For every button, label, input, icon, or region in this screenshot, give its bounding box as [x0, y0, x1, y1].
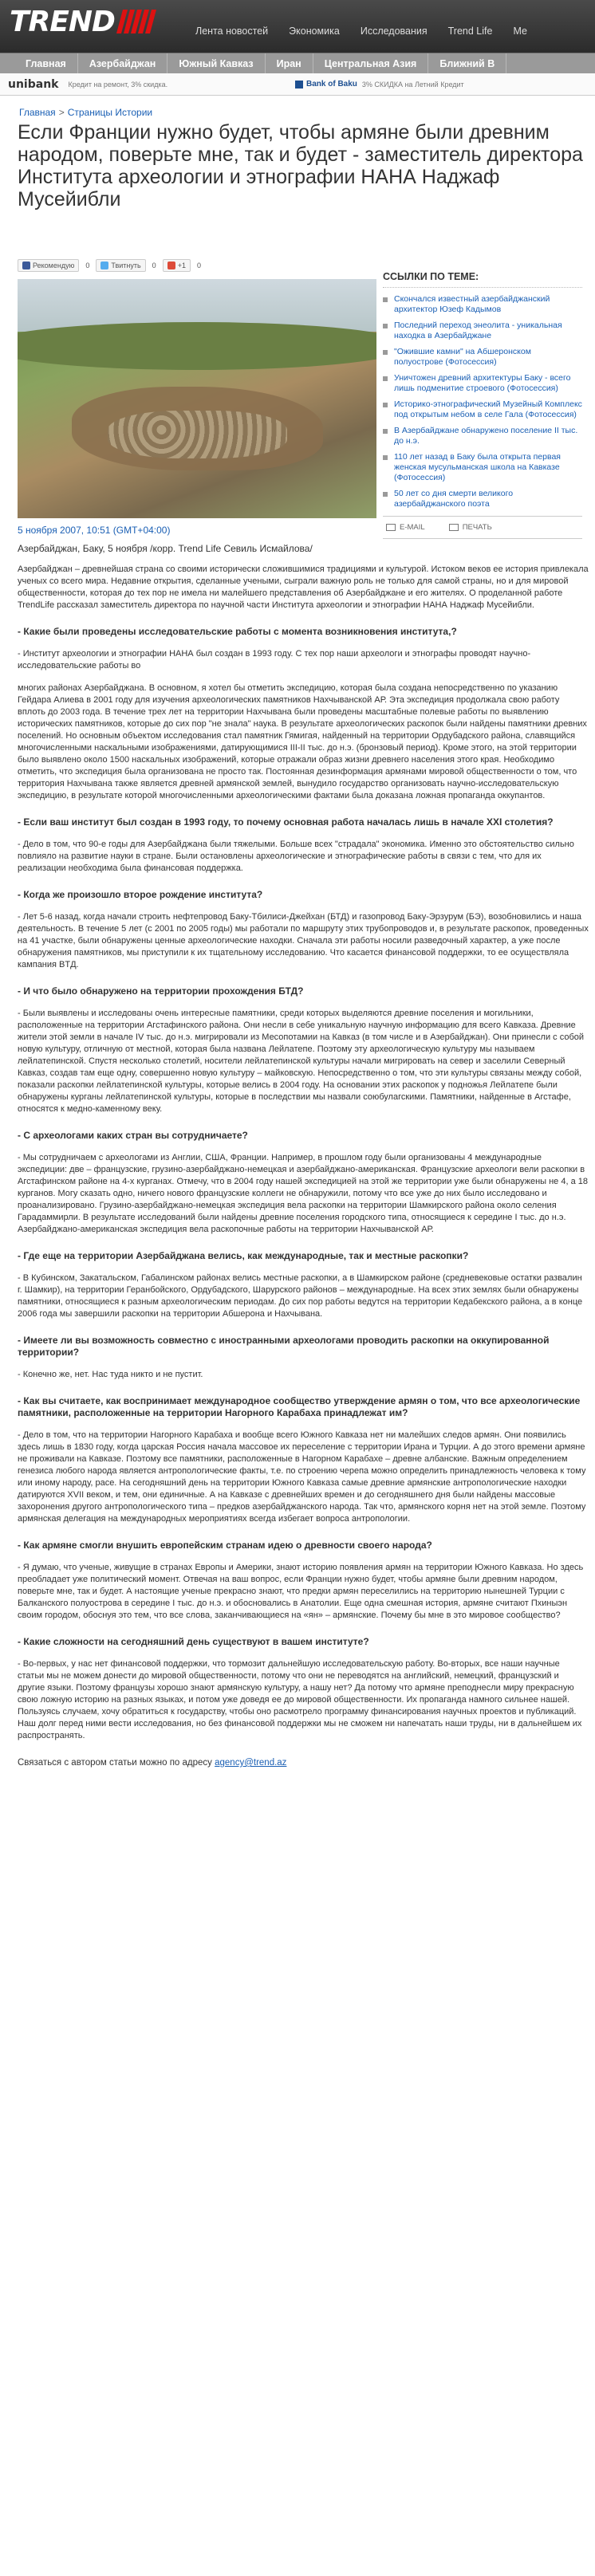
top-nav-economy[interactable]: Экономика: [289, 26, 340, 37]
interview-question: - Где еще на территории Азербайджана велись, как международные, так и местные раскопки?: [18, 1250, 469, 1261]
bullet-icon: [383, 429, 388, 434]
email-button[interactable]: [386, 523, 425, 532]
gplus-count: 0: [196, 262, 201, 269]
site-logo[interactable]: [10, 5, 153, 38]
related-link[interactable]: 50 лет со дня смерти великого азербайджанского поэта: [394, 489, 514, 509]
interview-question: - Когда же произошло второе рождение института?: [18, 889, 263, 900]
article-date: 5 ноября 2007, 10:51 (GMT+04:00): [18, 525, 171, 536]
contact-text: Связаться с автором статьи можно по адресу: [18, 1758, 215, 1768]
main-nav-home[interactable]: Главная: [8, 53, 78, 73]
print-button[interactable]: [449, 523, 492, 532]
related-link-item: [383, 347, 582, 368]
article-paragraph: - Были выявлены и исследованы очень интересные памятники, среди которых выделяются древние поселения и могильники, расположенные на территории Агстафинского района. Они несли в себе уникальную научную информацию для всего Кавказа. Древние жители этой земли в начале IV тыс. до н.э. мигрировали из Месопотамии на Кавказ (в том числе и в Азербайджан). Они принесли с собой новую культуру, отличную от местной, которая была названа Лейлатепе. Поэтому эту археологическую культуру мы называем лейлатепинской. Спустя несколько столетий, носители лейлатепинской культуры начали мигрировать на север и заселили Северный Кавказ, создав там еще одну, совершенно новую культуру – майковскую. Непосредственно о том, что эти культуры связаны между собой, показали раскопки лейлатепинской культуры, которые велись в 2004 году. На основании этих раскопок у подножья Лейлатепе были обнаружены курганы лейлатепинской культуры, которые в последствии мы назвали союбулагскими. Памятники, найденные в Агстафе, относятся к медно-каменному веку.: [18, 1009, 585, 1114]
article-paragraph: - Я думаю, что ученые, живущие в странах Европы и Америки, знают историю появления армян на территории Южного Кавказа. Но здесь преобладает уже политический момент. Отвечая на ваш вопрос, если Франции нужно будет, чтобы армяне были древним народом, поверьте мне, так и будет. А настоящие ученые прекрасно знают, что предки армян переселились на территорию нынешней Турции с Балканского полуострова в середине I тыс. до н.э. и обосновались в Анатолии. Еще одна смешная история, армяне считают Пхиныэн своим городом, обоснуя это тем, что все слова, заканчивающиеся на «ян» – армянские. Почему бы мне в это мировое сообщество?: [18, 1563, 584, 1620]
breadcrumb-section[interactable]: Страницы Истории: [67, 107, 153, 118]
article-paragraph: - В Кубинском, Закатальском, Габалинском районах велись местные раскопки, а в Шамкирском районе (средневековые остатки развалин г. Шамкир), на территории Геранбойского, Ордубадского, Шарурского районов – международные. На всех этих землях были обнаружены памятники, относящиеся к разным археологическим периодам. До сих пор работы ведутся на территории Кедабекского района, а в конце 2006 года мы завершили раскопки на территории Абшерона и Нахчывана.: [18, 1273, 583, 1319]
interview-question: - С археологами каких стран вы сотрудничаете?: [18, 1130, 248, 1141]
related-link[interactable]: Последний переход энеолита - уникальная находка в Азербайджане: [394, 321, 562, 340]
article-paragraph: - Во-первых, у нас нет финансовой поддержки, что тормозит дальнейшую исследовательскую работу. Во-вторых, все наши научные статьи мы не можем донести до мировой общественности, потому что они не переводятся на английский, немецкий, французский и другие языки. Поэтому французы хорошо знают армянскую культуру, а нашу нет? Да потому что армяне преподнесли миру прекрасную свою ложную историю на разных языках, и потом уже доведя ее до мировой общественности. Их пропаганда намного сильнее нашей. Пользуясь случаем, хочу обратиться к государству, чтобы оно расмотрело программу финансирования научных проектов и публикаций. Наш долг перед ними вести исследования, но без финансовой поддержки мы не сможем ни напечатать наши труды, ни в дальнейшем их распространять.: [18, 1659, 582, 1740]
article-paragraph: - Мы сотрудничаем с археологами из Англии, США, Франции. Например, в прошлом году были организованы 4 международные экспедиции: две – французские, грузино-азербайджано-немецкая и азербайджано-американская. Французские археологи вели раскопки в Агстафинском районе на 4-х курганах. Отмечу, что в 2004 году нашей экспедицией на этой же территории уже были обнаружены не 4, а 18 курганов. Могу сказать одно, ничего нового французские коллеги не обнаружили, потому что все уже до них было исследовано и проанализировано. Грузино-азербайджано-немецкая экспедиция вела раскопки на территории Шамкирского района около селения Гарадаммирли. В результате исследований были найдены древние поселения городского типа, относящиеся к середине I тыс. до н.э. Азербайджано-американская экспедиция вела раскопочные работы на территории Нахчыванской АР.: [18, 1153, 588, 1234]
breadcrumb: [0, 96, 595, 121]
interview-question: - Как вы считаете, как воспринимает международное сообщество утверждение армян о том, что все археологические памятники, расположенные на территории Нагорного Карабаха принадлежат им?: [18, 1395, 581, 1418]
top-nav-news[interactable]: Лента новостей: [195, 26, 269, 37]
interview-question: - И что было обнаружено на территории прохождения БТД?: [18, 985, 304, 997]
email-icon: [386, 524, 396, 531]
contact-line: [18, 1758, 595, 1768]
interview-question: - Какие были проведены исследовательские работы с момента возникновения института,?: [18, 626, 457, 637]
ad-bar: [0, 73, 595, 96]
top-nav-more[interactable]: Ме: [513, 26, 527, 37]
contact-email-link[interactable]: agency@trend.az: [215, 1758, 287, 1768]
article-column: [18, 255, 376, 556]
article-lede: Азербайджан, Баку, 5 ноября /корр. Trend Life Севиль Исмайлова/: [18, 543, 313, 554]
main-nav-central-asia[interactable]: Центральная Азия: [313, 53, 429, 73]
article-tools: [383, 516, 582, 539]
content-area: [0, 255, 595, 1768]
related-link[interactable]: Историко-этнографический Музейный Комплекс под открытым небом в селе Гала (Фотосессия): [394, 399, 582, 419]
related-link[interactable]: Уничтожен древний архитектуры Баку - всего лишь подменитие строевого (Фотосессия): [394, 373, 571, 393]
related-link-item: [383, 426, 582, 446]
related-links-list: [383, 294, 582, 509]
gplus-button[interactable]: [163, 259, 191, 272]
related-link[interactable]: 110 лет назад в Баку была открыта первая женская мусульманская школа на Кавказе (Фотосессия): [394, 452, 561, 482]
sidebar: [383, 271, 582, 539]
article-body: [18, 564, 595, 1742]
related-link-item: [383, 373, 582, 394]
unibank-logo: unibank: [8, 77, 59, 91]
bank-of-baku-icon: [295, 81, 303, 88]
tweet-label: Твитнуть: [111, 262, 141, 269]
gplus-label: +1: [177, 262, 186, 269]
logo-text: TREND: [10, 5, 115, 38]
main-nav-iran[interactable]: Иран: [266, 53, 313, 73]
related-link-item: [383, 489, 582, 509]
tweet-count: 0: [152, 262, 156, 269]
related-link-item: [383, 399, 582, 420]
article-paragraph: - Конечно же, нет. Нас туда никто и не пустит.: [18, 1370, 203, 1379]
bank-of-baku-logo: Bank of Baku: [306, 80, 357, 88]
interview-question: - Как армяне смогли внушить европейским странам идею о древности своего народа?: [18, 1540, 432, 1551]
related-link[interactable]: Скончался известный азербайджанский архитектор Юзеф Кадымов: [394, 294, 550, 314]
ad-unibank-text: Кредит на ремонт, 3% скидка.: [68, 80, 168, 88]
top-nav: [185, 26, 538, 37]
site-header: [0, 0, 595, 53]
social-bar: [18, 255, 376, 276]
breadcrumb-separator: >: [58, 107, 65, 118]
print-label: ПЕЧАТЬ: [462, 523, 492, 532]
article-paragraph: - Институт археологии и этнографии НАНА был создан в 1993 году. С тех пор наши археологи и этнографы проводят научно-исследовательские работы во: [18, 649, 531, 671]
related-links-title: ССЫЛКИ ПО ТЕМЕ:: [383, 271, 582, 288]
gplus-icon: [167, 262, 175, 269]
main-nav-middle-east[interactable]: Ближний В: [428, 53, 506, 73]
recommend-label: Рекомендую: [33, 262, 75, 269]
facebook-icon: [22, 262, 30, 269]
article-paragraph: - Дело в том, что на территории Нагорного Карабаха и вообще всего Южного Кавказа нет ни малейших следов армян. Они появились здесь лишь в 1830 году, когда царская Россия начала массовое их переселение с территории Ирана и Турции. А до этого времени армяне не проживали на Кавказе. Поэтому все памятники, расположенные в Нагорном Карабахе – древне албанские. Важным определением генезиса любого народа является антропологические факты, т.е. по строению черепа можно определить принадлежность человека к тому или иному народу, расе. На сегодняшний день на территории Южного Кавказа самые древние армянские антропологические находки датируются XVII веком, и тем, они единичные. А на Кавказе с древнейших времен и до сегодняшнего дня были найдены массовые захоронения другого антропологического типа – предков азербайджанского народа. Так что, армянского корня нет на этой земле. Поэтому армянская делегация на международных мероприятиях всегда избегает вопроса антропологии.: [18, 1430, 586, 1524]
bullet-icon: [383, 492, 388, 497]
ad-unibank[interactable]: [8, 78, 167, 91]
twitter-icon: [100, 262, 108, 269]
main-nav: [0, 53, 595, 73]
interview-question: - Какие сложности на сегодняшний день существуют в вашем институте?: [18, 1636, 369, 1647]
related-link[interactable]: "Ожившие камни" на Абшеронском полуострове (Фотосессия): [394, 347, 531, 367]
facebook-recommend-button[interactable]: [18, 259, 79, 272]
interview-question: - Если ваш институт был создан в 1993 году, то почему основная работа началась лишь в начале XXI столетия?: [18, 816, 554, 828]
page-title: Если Франции нужно будет, чтобы армяне были древним народом, поверьте мне, так и будет - заместитель директора Института археологии и этнографии НАНА Наджаф Мусейибли: [18, 121, 583, 210]
logo-bars-icon: [117, 10, 153, 33]
bullet-icon: [383, 324, 388, 328]
top-nav-research[interactable]: Исследования: [360, 26, 428, 37]
recommend-count: 0: [85, 262, 90, 269]
main-nav-azerbaijan[interactable]: Азербайджан: [78, 53, 167, 73]
bullet-icon: [383, 455, 388, 460]
article-paragraph: Азербайджан – древнейшая страна со своими исторически сложившимися традициями и культурой. Истоком веков ее история привлекала ученых со всего мира. Недавние открытия, сделанные учеными, сыграли важную роль не только для самой страны, но и для мировой общественности, которая до тех пор не имела ни малейшего представления об Азербайджане и его жителях. О проделанной работе TrendLife рассказал заместитель директора по научной части Института археологии и этнографии НАНА Наджаф Мусейибли.: [18, 564, 589, 610]
top-nav-trend-life[interactable]: Trend Life: [447, 26, 493, 37]
tweet-button[interactable]: [96, 259, 145, 272]
breadcrumb-home[interactable]: Главная: [19, 107, 56, 118]
main-nav-south-caucasus[interactable]: Южный Кавказ: [167, 53, 265, 73]
interview-question: - Имеете ли вы возможность совместно с иностранными археологами проводить раскопки на оккупированной территории?: [18, 1335, 550, 1358]
ad-bank-of-baku-text: 3% СКИДКА на Летний Кредит: [361, 80, 464, 88]
bullet-icon: [383, 350, 388, 355]
email-label: E-MAIL: [400, 523, 425, 532]
article-paragraph: - Дело в том, что 90-е годы для Азербайджана были тяжелыми. Больше всех "страдала" экономика. Именно это обстоятельство сильно повлияло на развитие науки в стране. Были остановлены археологические и этнографические работы в связи с тем, что для их реализации необходима была финансовая поддержка.: [18, 840, 574, 873]
article-paragraph: - Лет 5-6 назад, когда начали строить нефтепровод Баку-Тбилиси-Джейхан (БТД) и газопровод Баку-Эрзурум (БЭ), возобновились и наша деятельность. В течение 5 лет (с 2001 по 2005 годы) мы работали по маршруту этих трубопроводов и, в результате раскопок, проведенных на 41 участке, были обнаружены ценные археологические находки. Сначала эти работы носили разведочный характер, а уже после обнаружения памятников, мы приступили к их тщательному исследованию. Что касается финансовой поддержки, то ее осуществляла кампания BTД.: [18, 912, 589, 969]
print-icon: [449, 524, 459, 531]
related-link[interactable]: В Азербайджане обнаружено поселение II тыс. до н.э.: [394, 426, 578, 446]
bullet-icon: [383, 297, 388, 302]
article-photo: [18, 279, 376, 518]
related-link-item: [383, 294, 582, 315]
related-link-item: [383, 321, 582, 341]
bullet-icon: [383, 403, 388, 407]
bullet-icon: [383, 376, 388, 381]
related-link-item: [383, 452, 582, 483]
article-paragraph: многих районах Азербайджана. В основном, я хотел бы отметить экспедицию, которая была создана непосредственно по указанию Гейдара Алиева в 2001 году для изучения археологических памятников Нахчыванской АР. Эта экспедиция продолжала свою работу вплоть до 2003 года. В течение трех лет на территории Нахчывана были проведены масштабные полевые работы по выявлению исторических памятников, которые до сих пор "не знала" наука. В результате археологических раскопок были найдены памятники древних поселений. Но основным объектом исследования стал памятник Гямигая, найденный на территории Ордубадского района, славящийся многочисленными наскальными изображениями, датирующимися III-II тыс. до н.э. (бронзовый период). Кроме этого, на этой территории было выявлено около 1500 наскальных изображений, которые отражали образ жизни древнего населения этого края. Необходимо отметить, что экспедиция была организована не просто так. Постоянная дезинформация армянами мировой общественности о том, что территория Нахчывана также является древней армянской землей, вынудило государство организовать научно-исследовательскую экспедицию, в результате которой многочисленными археологическими фактами была доказана ложная пропаганда оккупантов.: [18, 683, 587, 800]
ad-bank-of-baku[interactable]: [295, 80, 464, 88]
